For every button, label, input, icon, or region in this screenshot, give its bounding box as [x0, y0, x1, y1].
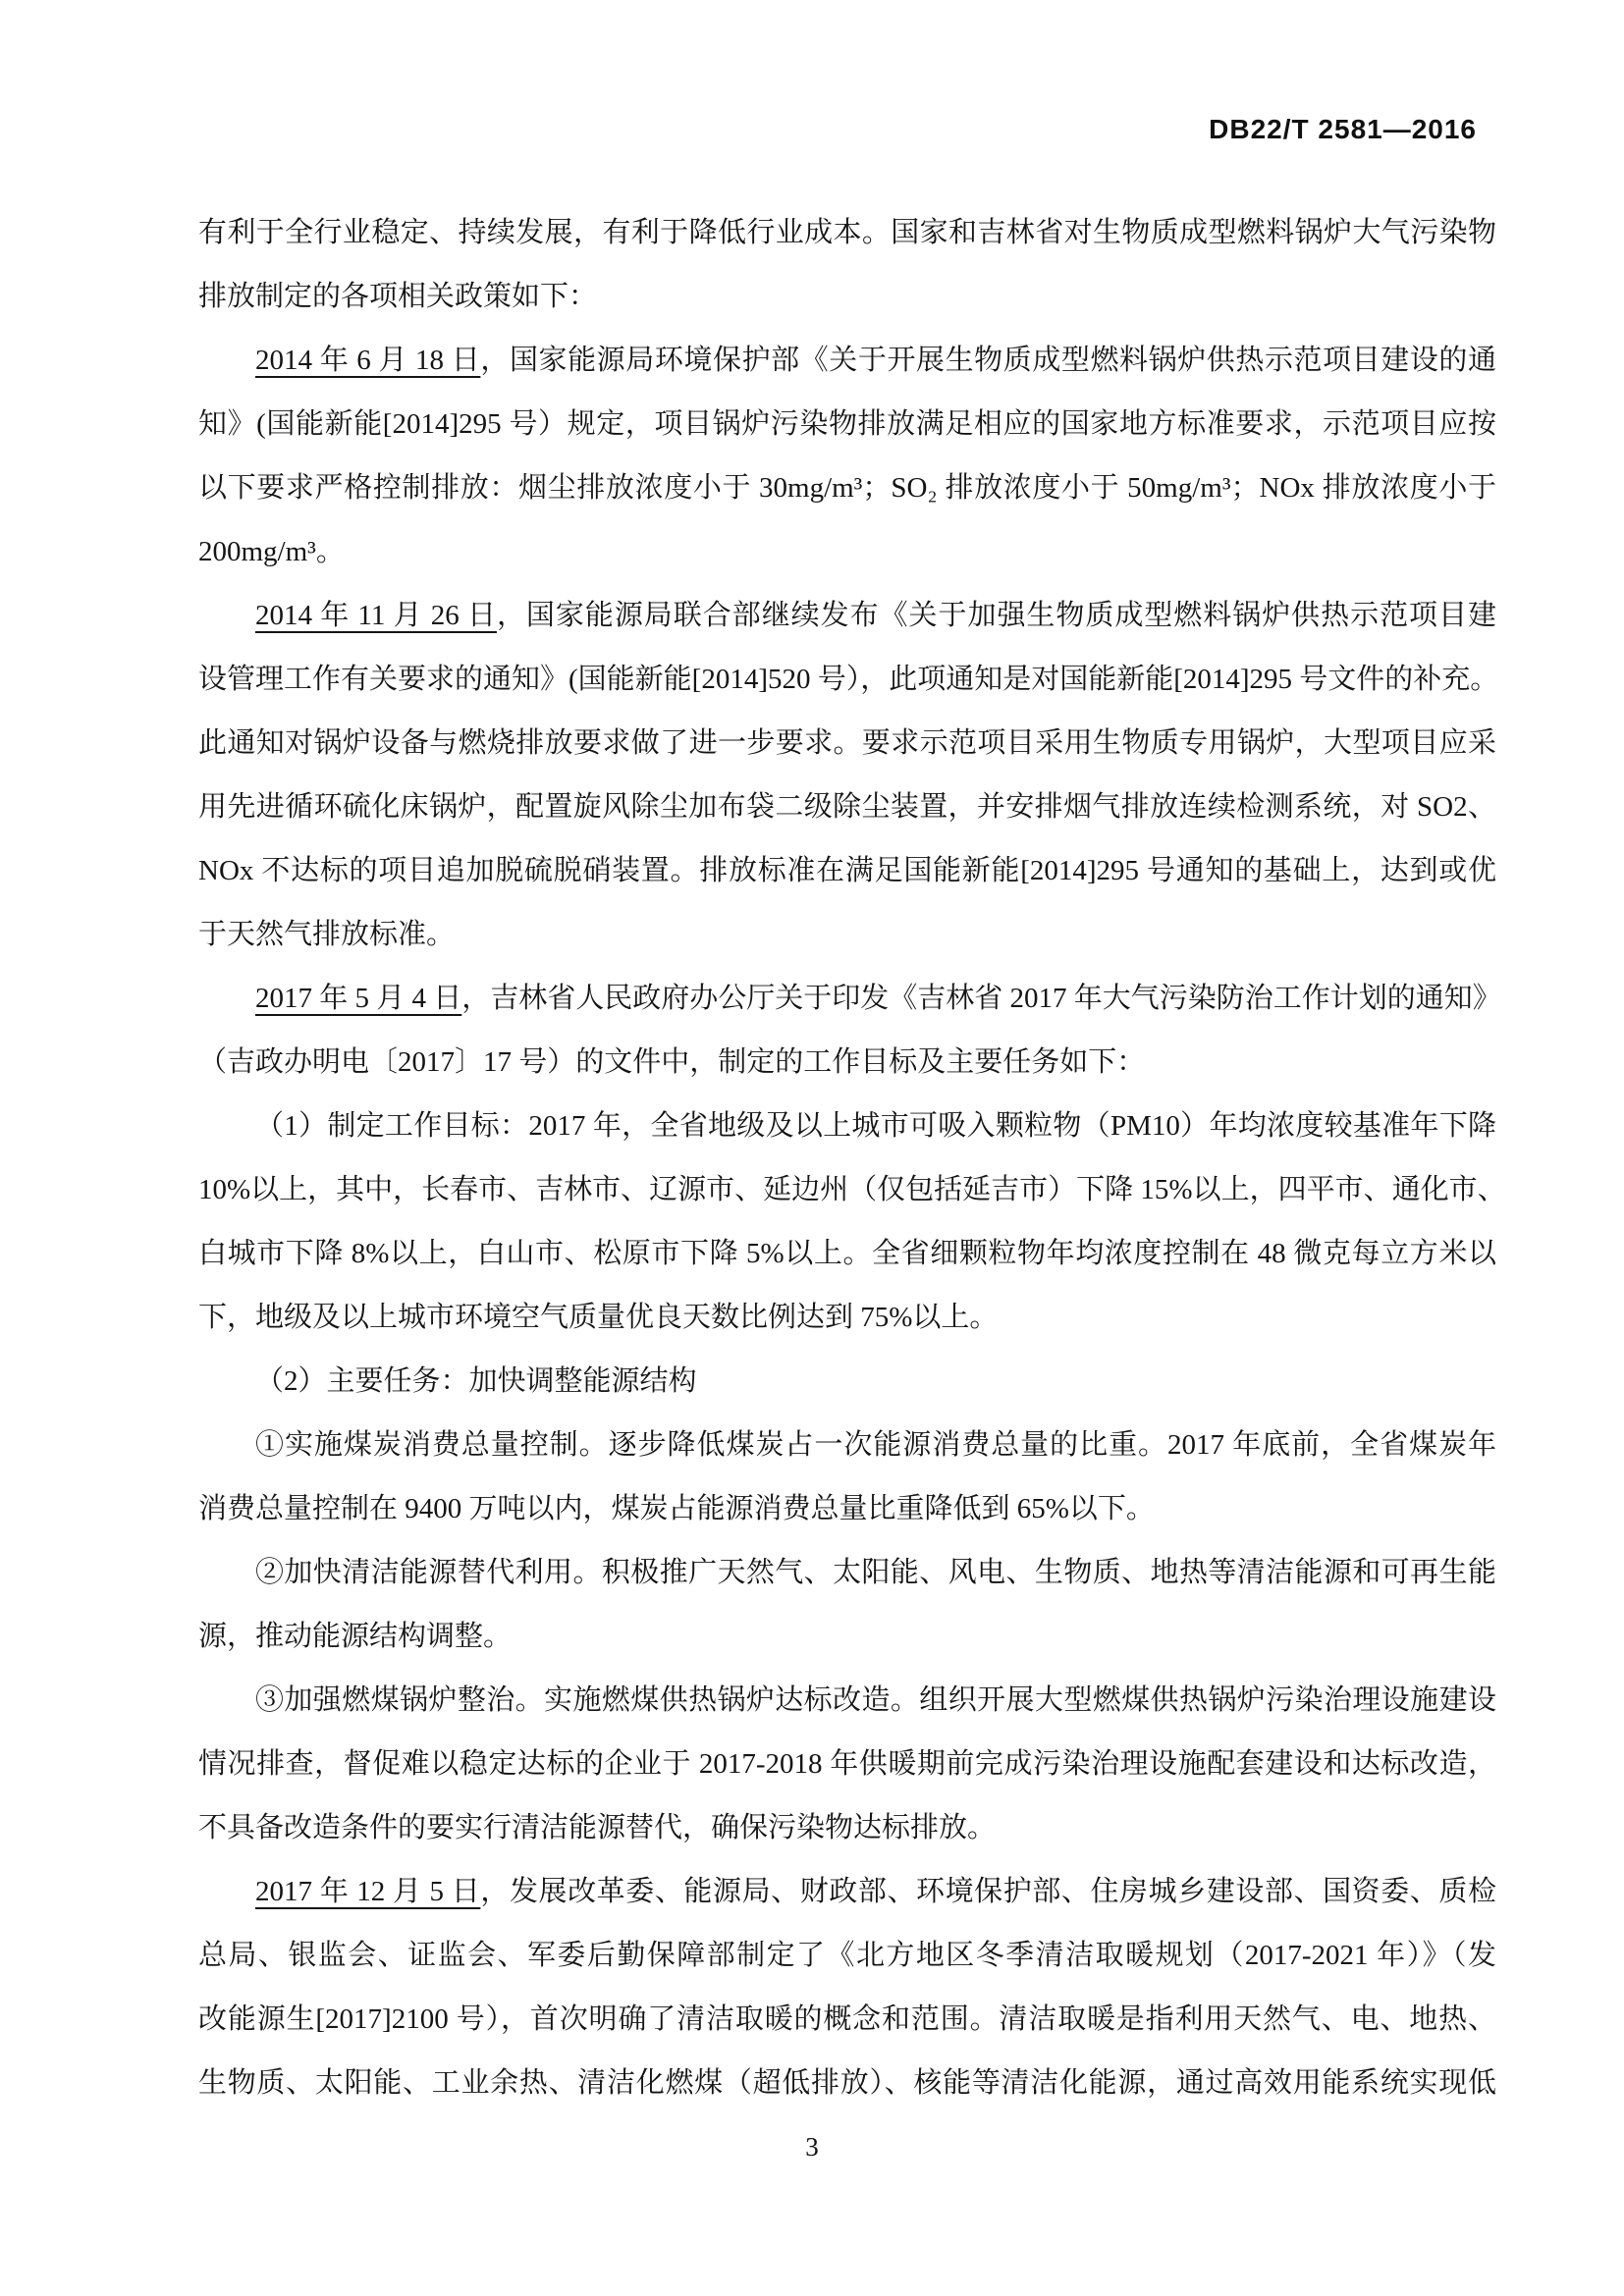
text-line — [198, 329, 1496, 393]
text-line — [198, 712, 1496, 775]
text-line — [198, 1796, 1496, 1860]
line-text: 下，地级及以上城市环境空气质量优良天数比例达到 75%以上。 — [198, 1302, 999, 1333]
text-line — [198, 903, 1496, 967]
line-text: （1）制定工作目标：2017 年，全省地级及以上城市可吸入颗粒物（PM10）年均浓度较基准年下降 — [255, 1110, 1496, 1142]
line-text: 排放制定的各项相关政策如下： — [198, 281, 598, 312]
line-text: ，发展改革委、能源局、财政部、环境保护部、住房城乡建设部、国资委、质检 — [480, 1876, 1496, 1907]
text-line — [198, 1669, 1496, 1733]
text-line — [198, 584, 1496, 648]
line-text: ，吉林省人民政府办公厅关于印发《吉林省 2017 年大气污染防治工作计划的通知》 — [461, 983, 1501, 1014]
text-line — [198, 1222, 1496, 1286]
text-line — [198, 456, 1496, 520]
text-line — [198, 2052, 1496, 2115]
text-line — [198, 1733, 1496, 1796]
text-line — [198, 1924, 1496, 1988]
text-line — [198, 265, 1496, 329]
page-number: 3 — [805, 2132, 819, 2162]
line-text: 不具备改造条件的要实行清洁能源替代，确保污染物达标排放。 — [198, 1812, 997, 1843]
text-line — [198, 1988, 1496, 2052]
doc-number-header: DB22/T 2581—2016 — [1209, 114, 1477, 144]
line-text: 源，推动能源结构调整。 — [198, 1621, 513, 1652]
text-line — [198, 1031, 1496, 1095]
line-text: 总局、银监会、证监会、军委后勤保障部制定了《北方地区冬季清洁取暖规划（2017-2021 年）》（发 — [198, 1940, 1496, 1971]
line-text: 有利于全行业稳定、持续发展，有利于降低行业成本。国家和吉林省对生物质成型燃料锅炉大气污染物 — [198, 217, 1496, 248]
text-line — [198, 775, 1496, 839]
line-text: ，国家能源局联合部继续发布《关于加强生物质成型燃料锅炉供热示范项目建 — [496, 600, 1496, 631]
line-text: ③加强燃煤锅炉整治。实施燃煤供热锅炉达标改造。组织开展大型燃煤供热锅炉污染治理设施建设 — [255, 1684, 1496, 1716]
line-text: 知》(国能新能[2014]295 号）规定，项目锅炉污染物排放满足相应的国家地方标准要求，示范项目应按 — [198, 408, 1496, 440]
underlined-date: 2017 年 5 月 4 日 — [255, 983, 462, 1014]
line-text: （2）主要任务：加快调整能源结构 — [255, 1365, 697, 1397]
text-line — [198, 1541, 1496, 1605]
line-text: 生物质、太阳能、工业余热、清洁化燃煤（超低排放）、核能等清洁化能源，通过高效用能系统实现低 — [198, 2067, 1496, 2099]
line-text: 改能源生[2017]2100 号），首次明确了清洁取暖的概念和范围。清洁取暖是指利用天然气、电、地热、 — [198, 2003, 1496, 2035]
line-text: NOx 不达标的项目追加脱硫脱硝装置。排放标准在满足国能新能[2014]295 号通知的基础上，达到或优 — [198, 855, 1496, 886]
line-text: 情况排查，督促难以稳定达标的企业于 2017-2018 年供暖期前完成污染治理设施配套建设和达标改造， — [198, 1748, 1496, 1780]
text-line — [198, 393, 1496, 456]
text-line — [198, 1414, 1496, 1477]
underlined-date: 2014 年 6 月 18 日 — [255, 345, 481, 376]
text-line — [198, 201, 1496, 265]
line-text: 用先进循环硫化床锅炉，配置旋风除尘加布袋二级除尘装置，并安排烟气排放连续检测系统，对 SO2、 — [198, 791, 1496, 823]
line-text: 设管理工作有关要求的通知》(国能新能[2014]520 号），此项通知是对国能新能[2014]295 号文件的补充。 — [198, 664, 1499, 695]
text-line — [198, 839, 1496, 903]
line-text: 200mg/m³。 — [198, 536, 345, 567]
text-line — [198, 1605, 1496, 1669]
line-text: 以下要求严格控制排放：烟尘排放浓度小于 30mg/m³；SO₂ 排放浓度小于 50mg/m³；NOx 排放浓度小于 — [198, 472, 1496, 504]
text-line — [198, 520, 1496, 584]
line-text: 于天然气排放标准。 — [198, 919, 456, 950]
line-text: 白城市下降 8%以上，白山市、松原市下降 5%以上。全省细颗粒物年均浓度控制在 48 微克每立方米以 — [198, 1238, 1496, 1269]
line-text: 消费总量控制在 9400 万吨以内，煤炭占能源消费总量比重降低到 65%以下。 — [198, 1493, 1155, 1524]
underlined-date: 2014 年 11 月 26 日 — [255, 600, 497, 631]
text-line — [198, 967, 1501, 1031]
underlined-date: 2017 年 12 月 5 日 — [255, 1876, 481, 1907]
line-text: 10%以上，其中，长春市、吉林市、辽源市、延边州（仅包括延吉市）下降 15%以上，四平市、通化市、 — [198, 1174, 1506, 1205]
text-line — [198, 1350, 1496, 1414]
text-line — [198, 1286, 1496, 1350]
line-text: （吉政办明电〔2017〕17 号）的文件中，制定的工作目标及主要任务如下： — [198, 1046, 1146, 1078]
line-text: ①实施煤炭消费总量控制。逐步降低煤炭占一次能源消费总量的比重。2017 年底前，全省煤炭年 — [255, 1429, 1496, 1461]
line-text: ②加快清洁能源替代利用。积极推广天然气、太阳能、风电、生物质、地热等清洁能源和可再生能 — [255, 1557, 1496, 1588]
text-line — [198, 1095, 1496, 1158]
text-line — [198, 1860, 1496, 1924]
text-line — [198, 1477, 1496, 1541]
line-text: 此通知对锅炉设备与燃烧排放要求做了进一步要求。要求示范项目采用生物质专用锅炉，大型项目应采 — [198, 727, 1496, 759]
line-text: ，国家能源局环境保护部《关于开展生物质成型燃料锅炉供热示范项目建设的通 — [480, 345, 1496, 376]
text-line — [198, 1158, 1506, 1222]
document-body — [198, 201, 1506, 2115]
text-line — [198, 648, 1499, 712]
